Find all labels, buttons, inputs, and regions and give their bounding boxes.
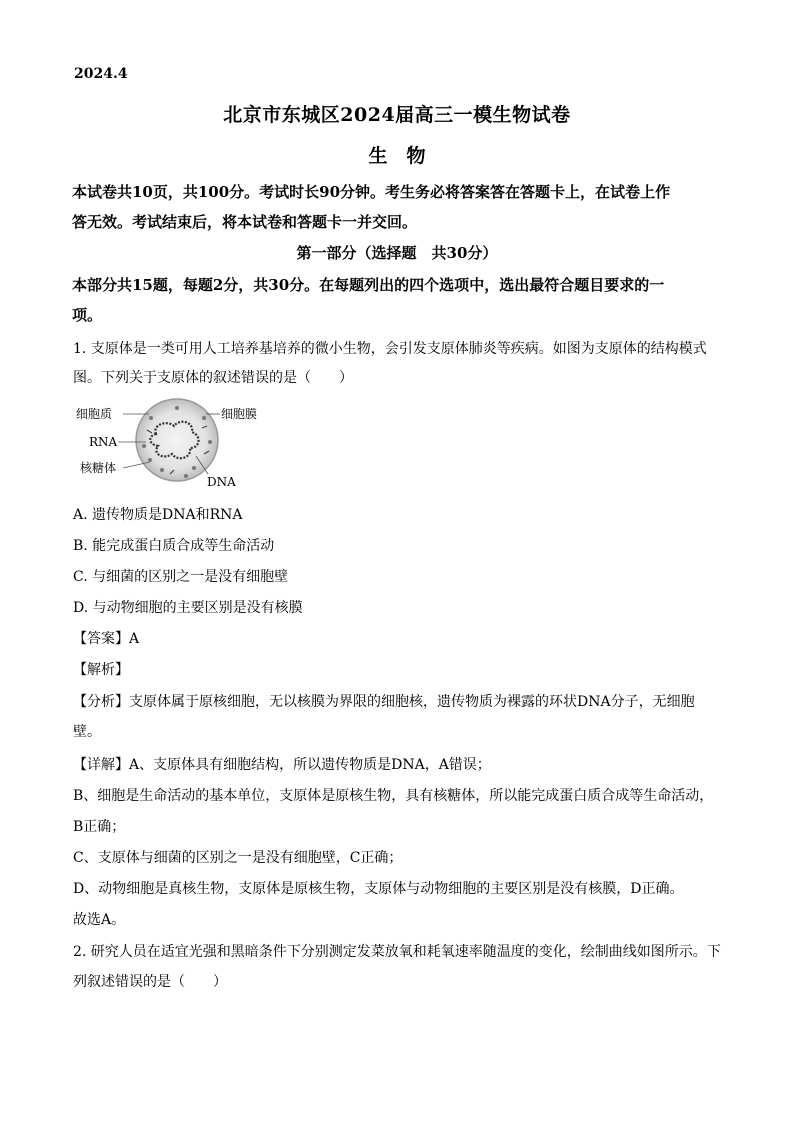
q1-detail-line-1: 【详解】A、支原体具有细胞结构，所以遗传物质是DNA，A错误； xyxy=(73,757,491,773)
cell-membrane-shape xyxy=(136,399,218,481)
q1-detail-line-2: B、细胞是生命活动的基本单位，支原体是原核生物，具有核糖体，所以能完成蛋白质合成等生命活动， xyxy=(73,788,714,804)
q1-option-c: C. 与细菌的区别之一是没有细胞壁 xyxy=(73,569,289,585)
mycoplasma-structure-diagram xyxy=(76,396,276,492)
intro-line-1: 本试卷共10页，共100分。考试时长90分钟。考生务必将答案答在答题卡上，在试卷上作 xyxy=(72,183,671,201)
exam-date: 2024.4 xyxy=(74,66,128,82)
section-heading: 第一部分（选择题 共30分） xyxy=(296,244,498,262)
q1-detail-line-3: B正确； xyxy=(73,819,126,835)
exam-title: 北京市东城区2024届高三一模生物试卷 xyxy=(223,104,571,126)
q2-stem-line-2: 列叙述错误的是（ ） xyxy=(73,974,227,990)
label-rna: RNA xyxy=(89,435,118,449)
section-desc-2: 项。 xyxy=(72,306,103,324)
q1-analysis-line-2: 壁。 xyxy=(73,724,101,740)
q1-detail-line-4: C、支原体与细菌的区别之一是没有细胞壁，C正确； xyxy=(73,850,403,866)
q1-analysis-line-1: 【分析】支原体属于原核细胞，无以核膜为界限的细胞核，遗传物质为裸露的环状DNA分子，无细胞 xyxy=(73,694,695,710)
q2-stem-line-1: 2. 研究人员在适宜光强和黑暗条件下分别测定发菜放氧和耗氧速率随温度的变化，绘制曲线如图所示。下 xyxy=(73,944,721,960)
label-ribosome: 核糖体 xyxy=(80,461,117,475)
q1-option-d: D. 与动物细胞的主要区别是没有核膜 xyxy=(73,600,303,616)
q1-stem-line-2: 图。下列关于支原体的叙述错误的是（ ） xyxy=(73,370,353,386)
section-desc-1: 本部分共15题，每题2分，共30分。在每题列出的四个选项中，选出最符合题目要求的一 xyxy=(72,276,665,294)
q1-detail-line-5: D、动物细胞是真核生物，支原体是原核生物，支原体与动物细胞的主要区别是没有核膜，D正确。 xyxy=(73,881,684,897)
label-cell-membrane: 细胞膜 xyxy=(221,407,258,421)
q1-option-a: A. 遗传物质是DNA和RNA xyxy=(73,507,243,523)
intro-line-2: 答无效。考试结束后，将本试卷和答题卡一并交回。 xyxy=(72,213,418,231)
q1-answer: 【答案】A xyxy=(73,631,140,647)
q1-analysis-label: 【解析】 xyxy=(73,662,129,678)
subject-title: 生 物 xyxy=(368,145,426,167)
label-dna: DNA xyxy=(207,475,236,489)
q1-stem-line-1: 1. 支原体是一类可用人工培养基培养的微小生物，会引发支原体肺炎等疾病。如图为支原体的结构模式 xyxy=(73,341,707,357)
q1-option-b: B. 能完成蛋白质合成等生命活动 xyxy=(73,538,275,554)
q1-conclusion: 故选A。 xyxy=(73,912,126,928)
label-cytoplasm: 细胞质 xyxy=(76,407,113,421)
